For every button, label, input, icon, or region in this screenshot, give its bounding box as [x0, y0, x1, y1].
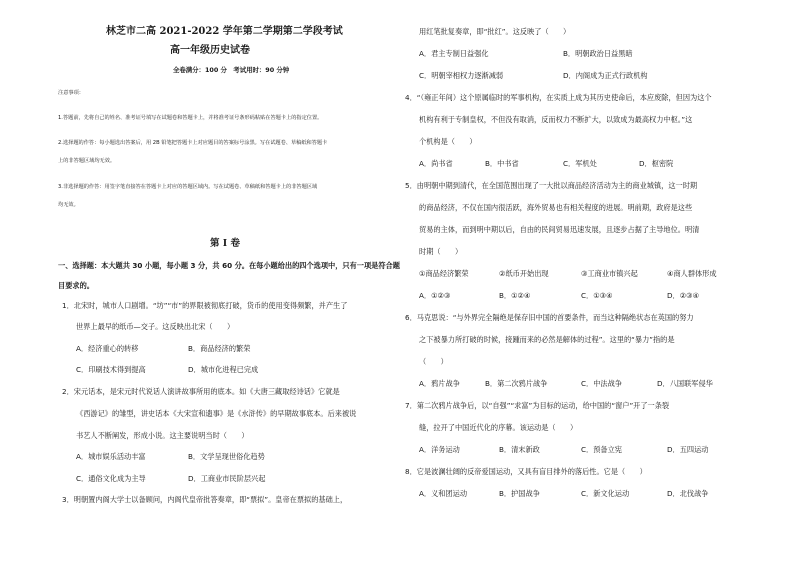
option-a: A．城市娱乐活动丰富	[76, 452, 146, 461]
question-6-stem: 6．马克思说：“与外界完全隔绝是保存旧中国的首要条件，而当这种隔绝状态在英国的努力	[405, 313, 694, 322]
option-d: D．五四运动	[667, 445, 709, 454]
option-c: C．明朝宰相权力逐渐减弱	[419, 71, 504, 80]
option-a: A．君主专制日益强化	[419, 49, 489, 58]
question-3-stem-cont: 用红笔批复奏章，即“批红”。这反映了（ ）	[419, 27, 571, 36]
question-4-stem-cont: 机构有利于专制皇权，不但没有取消，反而权力不断扩大，以致成为最高权力中枢。”这	[419, 115, 693, 124]
option-b: B．文学呈现世俗化趋势	[188, 452, 265, 461]
note-3: 3.非选择题的作答：用签字笔直接答在答题卡上对应的答题区域内。写在试题卷、草稿纸和答题卡上的非答题区域	[58, 184, 318, 190]
question-6-stem-cont2: （ ）	[419, 357, 448, 366]
option-d: D．城市化进程已完成	[188, 365, 259, 374]
option-d: D．②③④	[667, 291, 700, 300]
option-c: C．预备立宪	[581, 445, 622, 454]
option-d: D．枢密院	[639, 159, 674, 168]
option-b: B．明朝政治日益黑暗	[563, 49, 633, 58]
note-2-cont: 上的非答题区域均无效。	[58, 158, 116, 164]
option-b: B．第二次鸦片战争	[485, 379, 548, 388]
note-1: 1.答题前，先将自己的姓名、准考证号填写在试题卷和答题卡上，并将准考证号条形码粘贴在答题卡上的指定位置。	[58, 115, 323, 121]
option-a: A．尚书省	[419, 159, 453, 168]
option-a: A．鸦片战争	[419, 379, 460, 388]
statement-3: ③工商业市镇兴起	[581, 269, 638, 278]
question-5-stem-cont: 的商品经济，不仅在国内很活跃，海外贸易也有相关程度的进展。明前期，政府是这些	[419, 203, 693, 212]
option-b: B．清末新政	[499, 445, 540, 454]
option-a: A．经济重心的转移	[76, 344, 139, 353]
option-c: C．通俗文化成为主导	[76, 474, 146, 483]
question-5-stem-cont3: 时期（ ）	[419, 247, 463, 256]
exam-title: 林芝市二高 2021-2022 学年第二学期第二学段考试	[106, 26, 343, 37]
option-d: D．工商业市民阶层兴起	[188, 474, 266, 483]
question-4-stem-cont2: 个机构是（ ）	[419, 137, 477, 146]
question-6-stem-cont: 之下被暴力所打破的时候，接踵而来的必然是解体的过程”。这里的“暴力”指的是	[419, 335, 675, 344]
note-3-cont: 均无效。	[58, 202, 79, 208]
exam-meta: 全卷满分：100 分 考试用时：90 分钟	[173, 66, 290, 74]
option-c: C．印刷技术得到提高	[76, 365, 146, 374]
section-title: 第 I 卷	[210, 238, 241, 249]
option-c: C．①③④	[581, 291, 613, 300]
section-instruction-cont: 目要求的。	[58, 281, 94, 290]
question-2-stem-cont2: 书艺人不断阐发，形成小说。这主要说明当时（ ）	[76, 431, 249, 440]
question-5-stem-cont2: 贸易的主体，而到明中期以后，自由的民间贸易迅速发展，且逐步占据了主导地位。明清	[419, 225, 700, 234]
notes-heading: 注意事项：	[58, 90, 84, 96]
option-c: C．中法战争	[581, 379, 622, 388]
note-2: 2.选择题的作答：每小题选出答案后，用 2B 铅笔把答题卡上对应题目的答案标号涂黑。写在试题卷、草稿纸和答题卡	[58, 140, 328, 146]
question-2-stem-cont: 《西游记》的雏型，讲史话本《大宋宣和遗事》是《水浒传》的早期故事底本。后来被说	[76, 409, 357, 418]
statement-2: ②纸币开始出现	[499, 269, 549, 278]
question-1-stem: 1．北宋时，城市人口剧增。“坊”“市”的界限被彻底打破，货币的使用变得频繁，并产生了	[62, 301, 348, 310]
exam-subtitle: 高一年级历史试卷	[170, 45, 250, 56]
option-a: A．洋务运动	[419, 445, 460, 454]
statement-1: ①商品经济繁荣	[419, 269, 469, 278]
question-8-stem: 8．它是波澜壮阔的反帝爱国运动，又具有盲目排外的落后性。它是（ ）	[405, 467, 647, 476]
option-a: A．义和团运动	[419, 489, 468, 498]
question-3-stem: 3．明朝置内阁大学士以备顾问，内阁代皇帝批答奏章，即“票拟”。皇帝在票拟的基础上，	[62, 495, 348, 504]
statement-4: ④商人群体形成	[667, 269, 717, 278]
option-c: C．军机处	[563, 159, 597, 168]
option-d: D．八国联军侵华	[657, 379, 713, 388]
question-5-stem: 5．由明朝中期到清代，在全国范围出现了一大批以商品经济活动为主的商业城镇，这一时期	[405, 181, 698, 190]
option-d: D．北伐战争	[667, 489, 709, 498]
option-a: A．①②③	[419, 291, 451, 300]
question-7-stem: 7．第二次鸦片战争后，以“自强”“求富”为目标的运动，给中国的“窗户”开了一条裂	[405, 401, 670, 410]
option-b: B．护国战争	[499, 489, 540, 498]
question-4-stem: 4．“（雍正年间）这个原属临时的军事机构，在实质上成为其历史使命后，本应废除，但因为这个	[405, 93, 712, 102]
option-b: B．中书省	[485, 159, 519, 168]
question-2-stem: 2．宋元话本，是宋元时代说话人演讲故事所用的底本。如《大唐三藏取经诗话》它就是	[62, 387, 340, 396]
option-b: B．商品经济的繁荣	[188, 344, 251, 353]
option-d: D．内阁成为正式行政机构	[563, 71, 648, 80]
question-1-stem-cont: 世界上最早的纸币—交子。这反映出北宋（ ）	[76, 322, 235, 331]
question-7-stem-cont: 缝，拉开了中国近代化的序幕。该运动是（ ）	[419, 423, 578, 432]
section-instruction: 一、选择题：本大题共 30 小题，每小题 3 分，共 60 分。在每小题给出的四个选项中，只有一项是符合题	[58, 261, 400, 270]
option-c: C．新文化运动	[581, 489, 630, 498]
option-b: B．①②④	[499, 291, 531, 300]
